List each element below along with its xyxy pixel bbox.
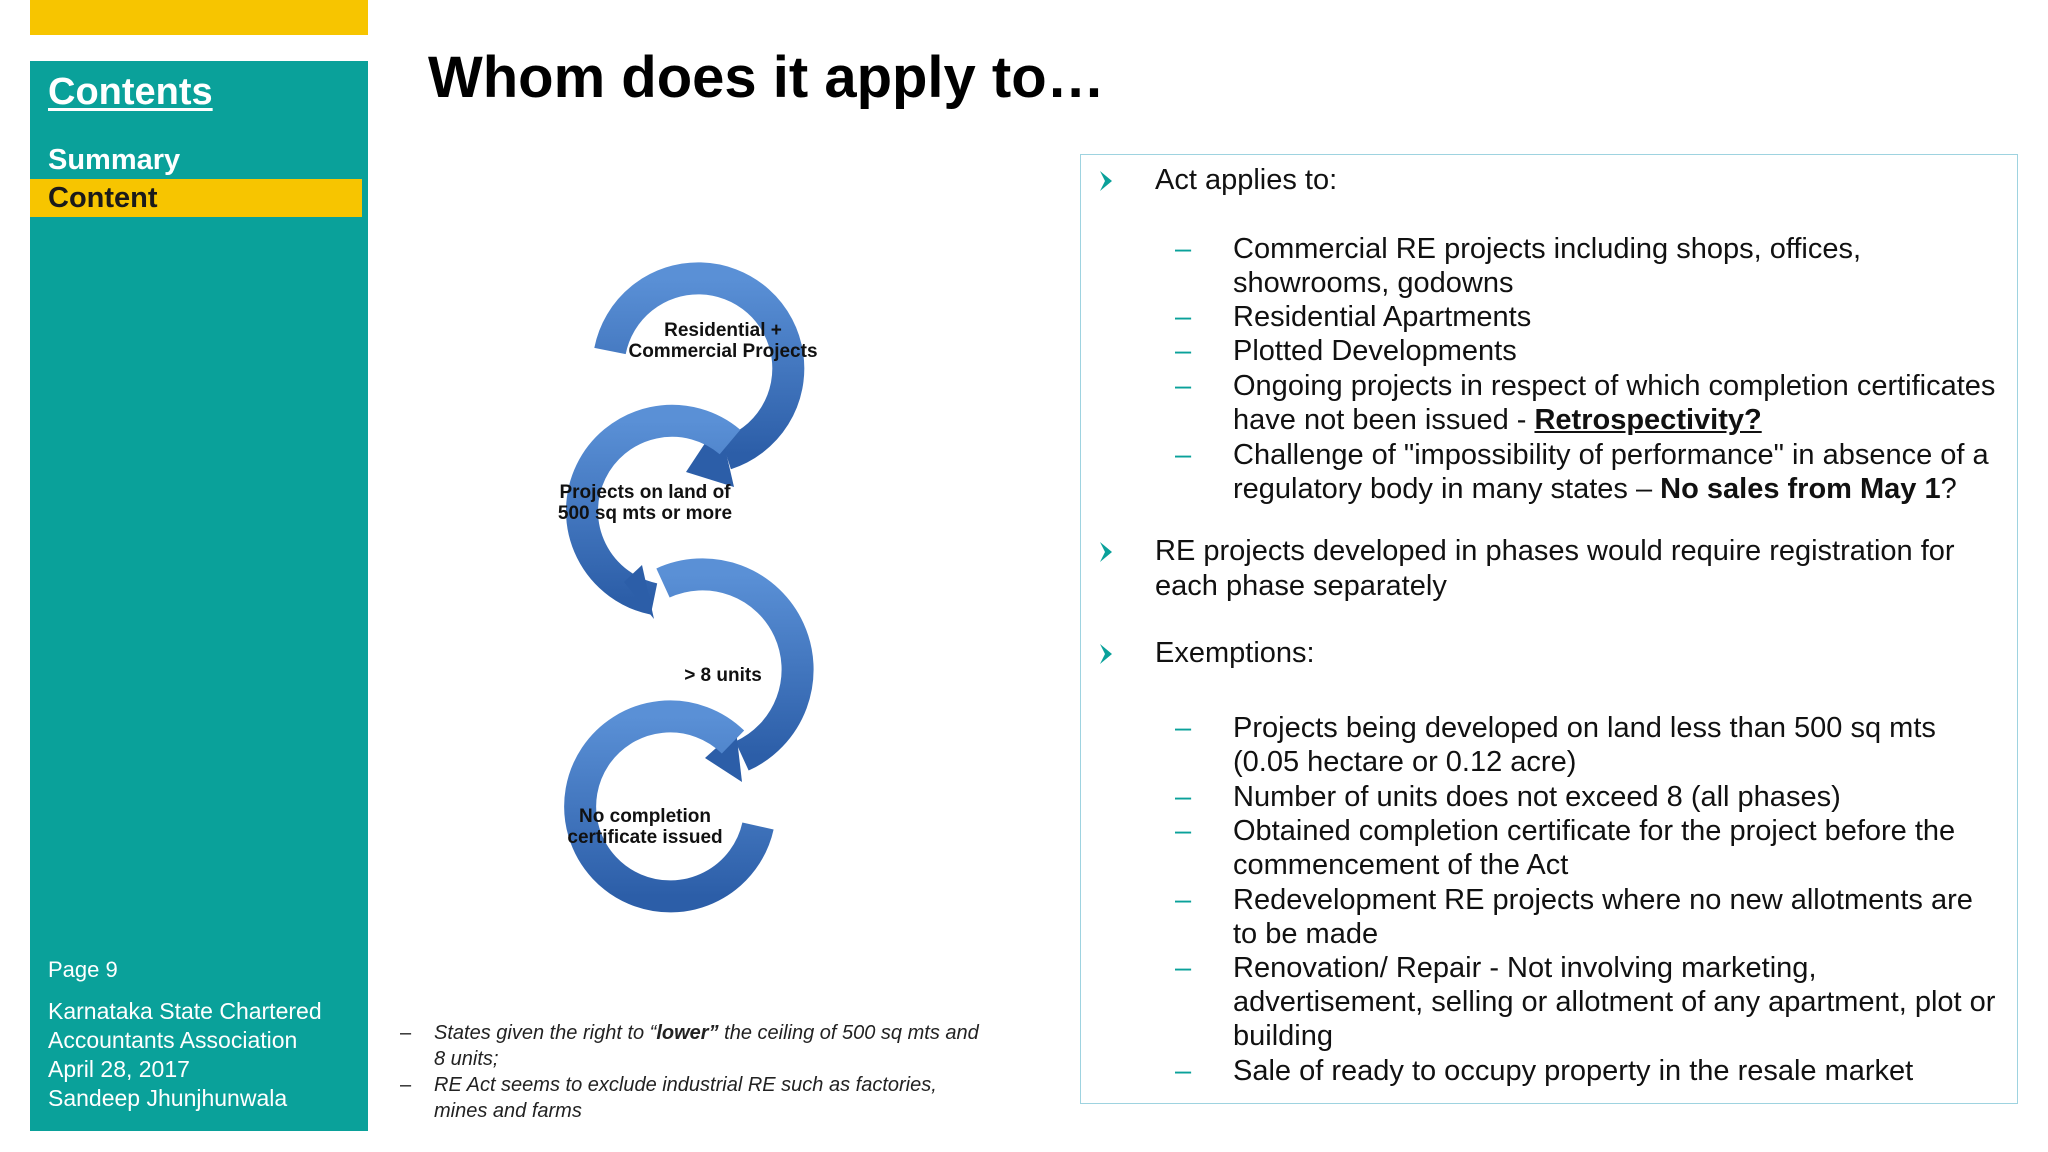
chevron-right-icon — [1095, 540, 1119, 564]
sidebar — [30, 61, 368, 1131]
footnote-1-bold: lower” — [656, 1022, 719, 1044]
sidebar-item-summary[interactable]: Summary — [48, 144, 181, 176]
bullet-phases — [1095, 534, 1995, 604]
applies-item-1-text: Commercial RE projects including shops, offices, showrooms, godowns — [1233, 233, 1862, 299]
applies-item-1: – Commercial RE projects including shops, offices, showrooms, godowns — [1081, 232, 2001, 300]
exemptions-heading: Exemptions: — [1155, 637, 1315, 669]
phases-text: RE projects developed in phases would require registration for each phase separately — [1155, 535, 1955, 602]
sidebar-item-content[interactable]: Content — [30, 179, 362, 217]
bullet-exemptions — [1095, 636, 1995, 671]
footer-date: April 28, 2017 — [48, 1056, 190, 1082]
page-title: Whom does it apply to… — [428, 45, 1105, 110]
applies-item-2: – Residential Apartments — [1081, 300, 2001, 334]
contents-link[interactable]: Contents — [48, 71, 213, 113]
footnote-1-text: States given the right to “ — [434, 1022, 657, 1044]
footnote-2-text: RE Act seems to exclude industrial RE such as factories, mines and farms — [434, 1074, 937, 1122]
footer-org-line1: Karnataka State Chartered — [48, 998, 322, 1024]
process-diagram — [490, 210, 890, 990]
challenge-text: Challenge of "impossibility of performance" in absence of a regulatory body in many states – — [1233, 439, 1989, 505]
step-label-4: No completion certificate issued — [567, 806, 723, 848]
applies-item-2-text: Residential Apartments — [1233, 301, 1532, 333]
chevron-right-icon — [1095, 642, 1119, 666]
exemption-item-6: – Sale of ready to occupy property in the resale market — [1081, 1054, 2001, 1088]
exemption-item-4-text: Redevelopment RE projects where no new allotments are to be made — [1233, 884, 1973, 950]
footnote-2: – RE Act seems to exclude industrial RE such as factories, mines and farms — [400, 1074, 937, 1122]
challenge-end: ? — [1940, 473, 1957, 505]
exemption-item-1-text: Projects being developed on land less than 500 sq mts (0.05 hectare or 0.12 acre) — [1233, 712, 1936, 778]
content-panel — [1080, 154, 2018, 1104]
applies-item-3: – Plotted Developments — [1081, 334, 2001, 368]
bullet-applies — [1095, 163, 1995, 198]
chevron-right-icon — [1095, 169, 1119, 193]
retrospectivity-link[interactable]: Retrospectivity? — [1534, 404, 1762, 436]
exemption-item-5-text: Renovation/ Repair - Not involving marketing, advertisement, selling or allotment of any apartment, plot or building — [1233, 952, 1996, 1052]
exemption-item-3: – Obtained completion certificate for the project before the commencement of the Act — [1081, 814, 2001, 882]
exemption-item-2-text: Number of units does not exceed 8 (all phases) — [1233, 781, 1841, 813]
step-label-2: Projects on land of 500 sq mts or more — [557, 482, 733, 524]
footer-org-line2: Accountants Association — [48, 1027, 298, 1053]
step-label-1: Residential + Commercial Projects — [628, 320, 818, 362]
exemption-item-5: – Renovation/ Repair - Not involving marketing, advertisement, selling or allotment of any apartment, plot or building — [1081, 951, 2001, 1053]
exemption-item-3-text: Obtained completion certificate for the project before the commencement of the Act — [1233, 815, 1956, 881]
step-label-3: > 8 units — [684, 665, 762, 686]
applies-item-4: – Ongoing projects in respect of which completion certificates have not been issued - Retrospectivity? — [1175, 370, 1996, 436]
footnotes — [400, 1020, 990, 1124]
footer-author: Sandeep Jhunjhunwala — [48, 1085, 288, 1111]
footnote-1: – States given the right to “lower” the ceiling of 500 sq mts and 8 units; — [400, 1022, 979, 1070]
footnote-1-text-end: the ceiling of 500 sq mts and 8 units; — [434, 1022, 979, 1070]
applies-item-3-text: Plotted Developments — [1233, 335, 1517, 367]
page-number: Page 9 — [48, 957, 118, 982]
ongoing-text: Ongoing projects in respect of which completion certificates have not been issued - — [1233, 370, 1996, 436]
exemption-item-4: – Redevelopment RE projects where no new allotments are to be made — [1081, 883, 2001, 951]
footer-info — [48, 997, 322, 1113]
applies-item-5: – Challenge of "impossibility of performance" in absence of a regulatory body in many states – No sales from May 1? — [1175, 439, 1989, 505]
exemption-item-6-text: Sale of ready to occupy property in the resale market — [1233, 1055, 1914, 1087]
exemption-item-1: – Projects being developed on land less than 500 sq mts (0.05 hectare or 0.12 acre) — [1081, 711, 2001, 779]
top-accent-bar — [30, 0, 368, 35]
exemption-item-2: – Number of units does not exceed 8 (all phases) — [1081, 780, 2001, 814]
applies-heading: Act applies to: — [1155, 164, 1338, 196]
challenge-bold: No sales from May 1 — [1660, 473, 1941, 505]
